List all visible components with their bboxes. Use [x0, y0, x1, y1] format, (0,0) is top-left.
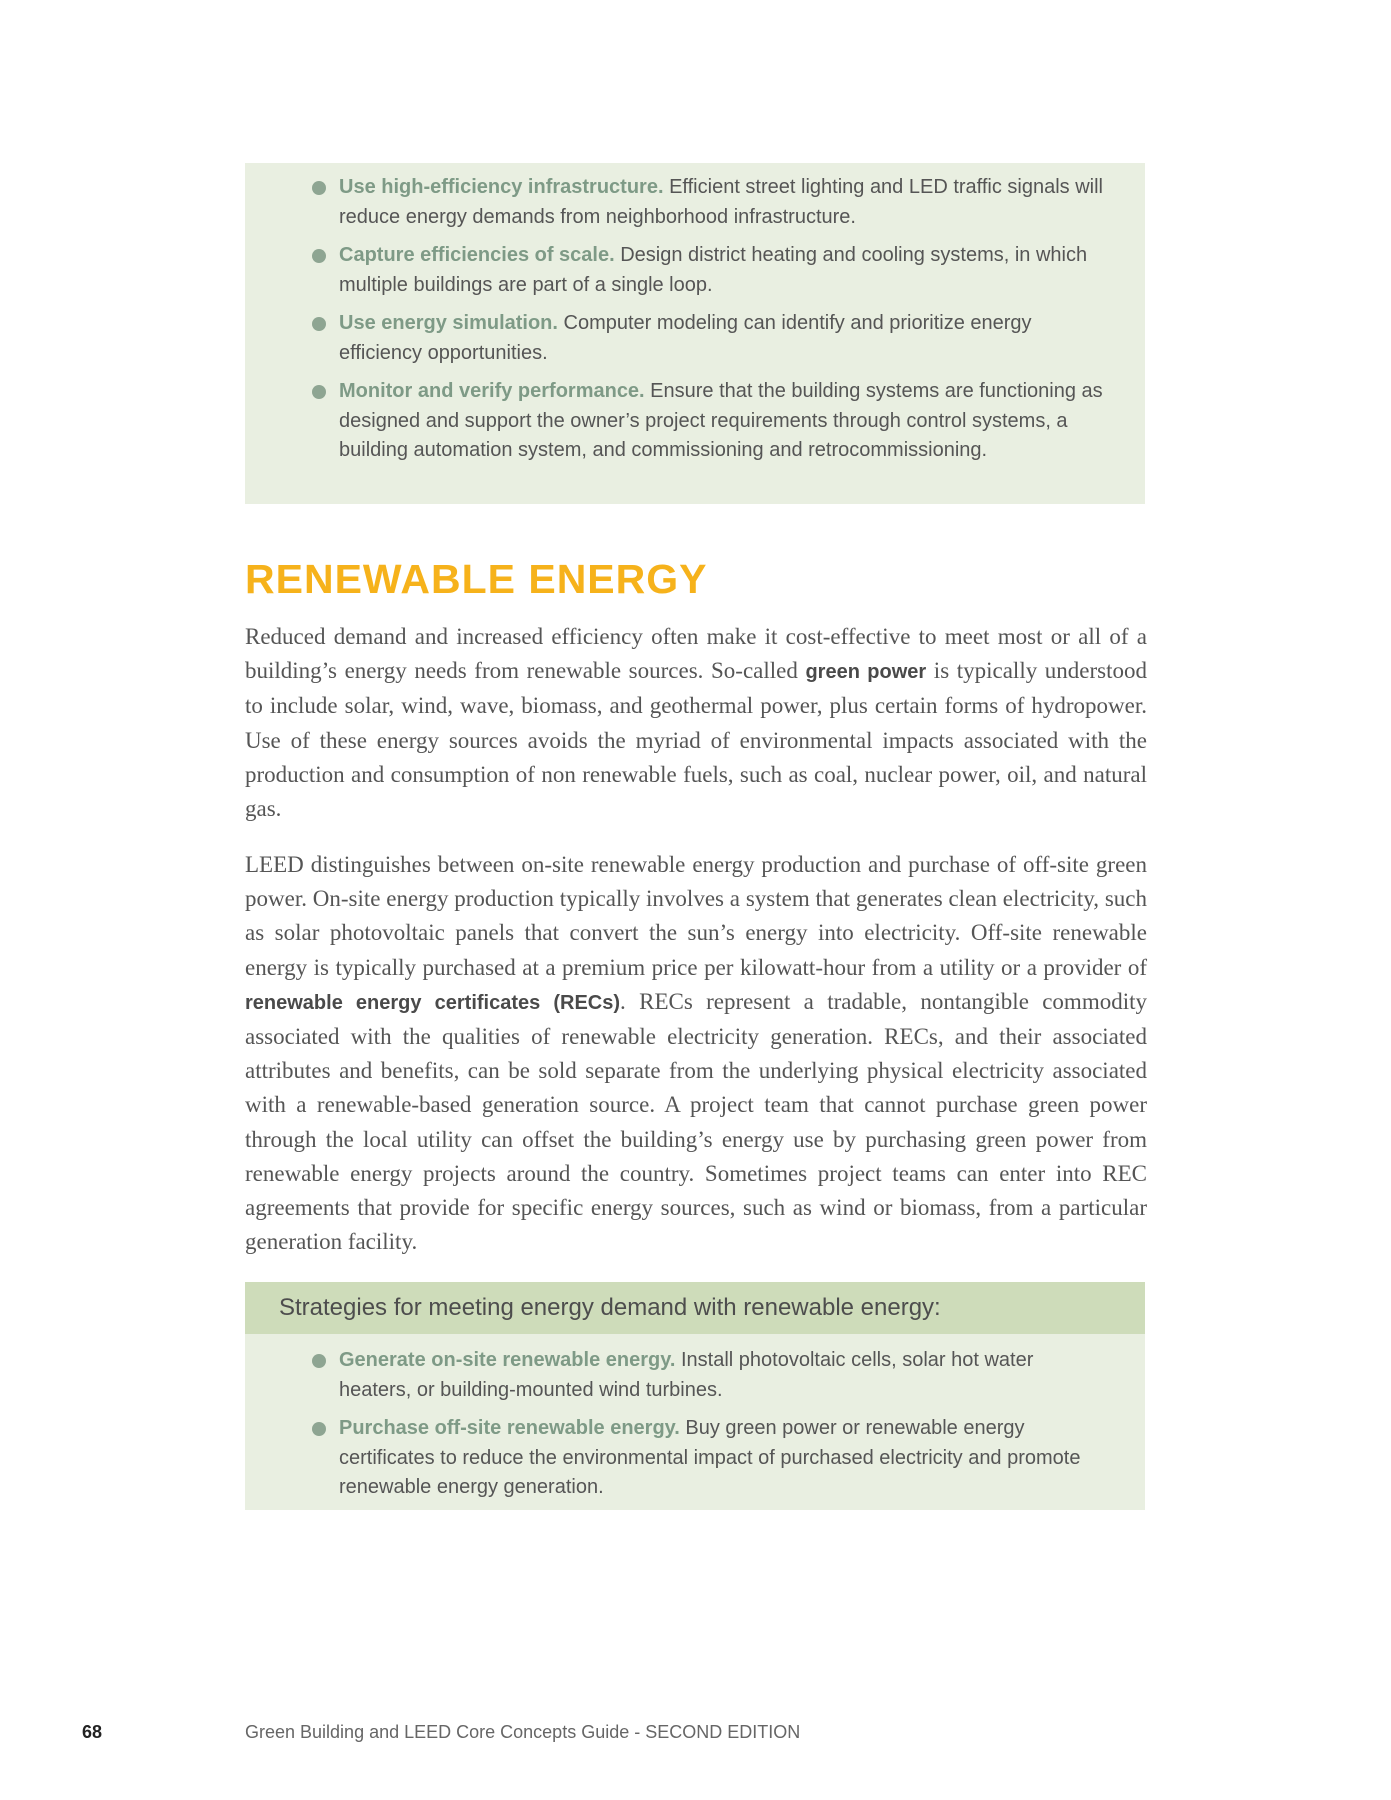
efficiency-strategies-list	[245, 173, 1145, 466]
bullet-icon	[312, 249, 326, 263]
item-lead: Purchase off-site renewable energy.	[339, 1417, 680, 1439]
list-item	[339, 1346, 1105, 1405]
list-item	[339, 241, 1105, 300]
term-green-power: green power	[805, 661, 927, 684]
efficiency-strategies-box	[245, 163, 1145, 504]
bullet-icon	[312, 181, 326, 195]
page-number: 68	[82, 1722, 103, 1742]
term-recs: renewable energy certificates (RECs)	[245, 991, 621, 1014]
list-item	[339, 309, 1105, 368]
item-text: Install photovoltaic cells, solar hot water heaters, or building-mounted wind turbines.	[339, 1349, 1034, 1401]
renewable-strategies-box	[245, 1282, 1145, 1510]
footer-title: Green Building and LEED Core Concepts Guide - SECOND EDITION	[245, 1722, 801, 1742]
item-text: Computer modeling can identify and prioritize energy efficiency opportunities.	[339, 312, 1032, 364]
text: Reduced demand and increased efficiency often make it cost-effective to meet most or all of a building’s energy needs from renewable sources. So-called	[245, 624, 1147, 684]
section-heading: RENEWABLE ENERGY	[245, 556, 708, 602]
text: . RECs represent a tradable, nontangible commodity associated with the qualities of renewable electricity generation. RECs, and their associated attributes and benefits, can be sold separate from the underlying physical electricity associated with a renewable-based generation source. A project team that cannot purchase green power through the local utility can offset the building’s energy use by purchasing green power from renewable energy projects around the country. Sometimes project teams can enter into REC agreements that provide for specific energy sources, such as wind or biomass, from a particular generation facility.	[245, 988, 1147, 1255]
list-item	[339, 377, 1105, 466]
item-lead: Generate on-site renewable energy.	[339, 1349, 676, 1371]
item-text: Buy green power or renewable energy certificates to reduce the environmental impact of purchased electricity and promote renewable energy generation.	[339, 1417, 1081, 1498]
paragraph-green-power	[245, 620, 1147, 826]
list-item	[339, 1414, 1105, 1503]
bullet-icon	[312, 317, 326, 331]
item-text: Ensure that the building systems are functioning as designed and support the owner’s project requirements through control systems, a building automation system, and commissioning and retrocommissioning.	[339, 380, 1103, 461]
renewable-strategies-list	[245, 1334, 1145, 1503]
text: is typically understood to include solar, wind, wave, biomass, and geothermal power, plus certain forms of hydropower. Use of these energy sources avoids the myriad of environmental impacts associated with the production and consumption of non renewable fuels, such as coal, nuclear power, oil, and natural gas.	[245, 658, 1148, 822]
list-item	[339, 173, 1105, 232]
bullet-icon	[312, 1422, 326, 1436]
box-title: Strategies for meeting energy demand with renewable energy:	[245, 1282, 1145, 1334]
bullet-icon	[312, 1354, 326, 1368]
item-text: Design district heating and cooling systems, in which multiple buildings are part of a single loop.	[339, 244, 1088, 296]
text: LEED distinguishes between on-site renewable energy production and purchase of off-site green power. On-site energy production typically involves a system that generates clean electricity, such as solar photovoltaic panels that convert the sun’s energy into electricity. Off-site renewable energy is typically purchased at a premium price per kilowatt-hour from a utility or a provider of	[245, 852, 1147, 980]
item-lead: Use energy simulation.	[339, 312, 558, 334]
bullet-icon	[312, 385, 326, 399]
item-lead: Use high-efficiency infrastructure.	[339, 176, 664, 198]
item-lead: Capture efficiencies of scale.	[339, 244, 615, 266]
item-lead: Monitor and verify performance.	[339, 380, 645, 402]
paragraph-recs	[245, 848, 1147, 1259]
item-text: Efficient street lighting and LED traffic signals will reduce energy demands from neighborhood infrastructure.	[339, 176, 1104, 228]
